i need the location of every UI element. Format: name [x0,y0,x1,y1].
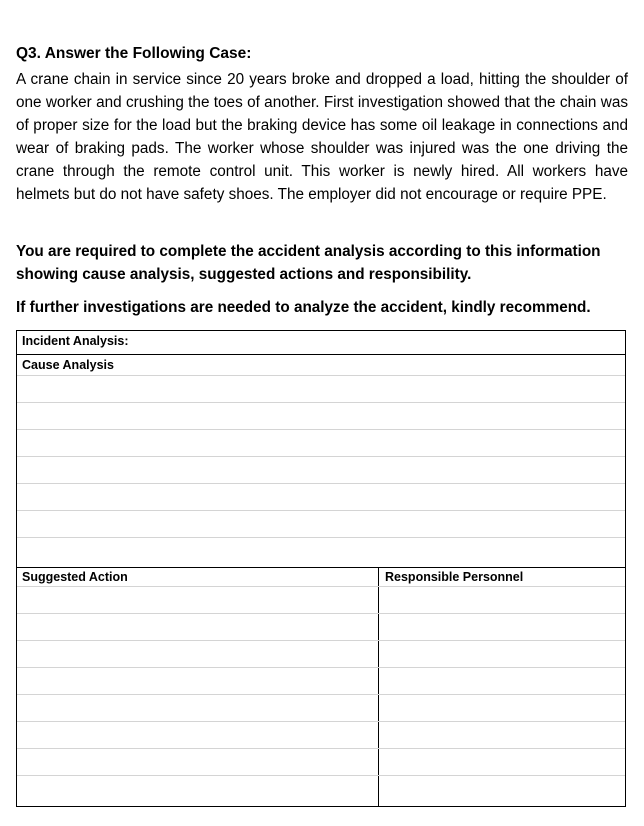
responsible-personnel-label: Responsible Personnel [385,570,524,584]
column-divider [378,567,379,806]
rule-line [17,667,625,668]
rule-line [17,586,625,587]
rule-line [17,640,625,641]
cause-analysis-label: Cause Analysis [22,358,114,372]
divider [17,567,625,568]
rule-line [17,402,625,403]
rule-line [17,775,625,776]
instruction-recommend: If further investigations are needed to analyze the accident, kindly recommend. [16,299,591,316]
rule-line [17,613,625,614]
rule-line [17,748,625,749]
responsible-personnel-field[interactable] [380,587,625,806]
incident-analysis-label: Incident Analysis: [22,334,129,348]
instruction-analysis: You are required to complete the accident analysis according to this information showing cause analysis, suggested actions and responsibility. [16,243,601,283]
cause-analysis-field[interactable] [17,355,625,567]
rule-line [17,483,625,484]
rule-line [17,456,625,457]
question-title: Q3. Answer the Following Case: [16,45,252,62]
suggested-action-label: Suggested Action [22,570,128,584]
rule-line [17,694,625,695]
rule-line [17,510,625,511]
rule-line [17,429,625,430]
rule-line [17,537,625,538]
case-description: A crane chain in service since 20 years broke and dropped a load, hitting the shoulder of one worker and crushing the toes of another. First investigation showed that the chain was of proper size for the load but the braking device has some oil leakage in connections and wear of braking pads. The worker whose shoulder was injured was the one driving the crane through the remote control unit. This worker is newly hired. All workers have helmets but do not have safety shoes. The employer did not encourage or require PPE. [16,71,628,203]
rule-line [17,721,625,722]
suggested-action-field[interactable] [17,587,378,806]
analysis-form [16,330,626,807]
rule-line [17,375,625,376]
